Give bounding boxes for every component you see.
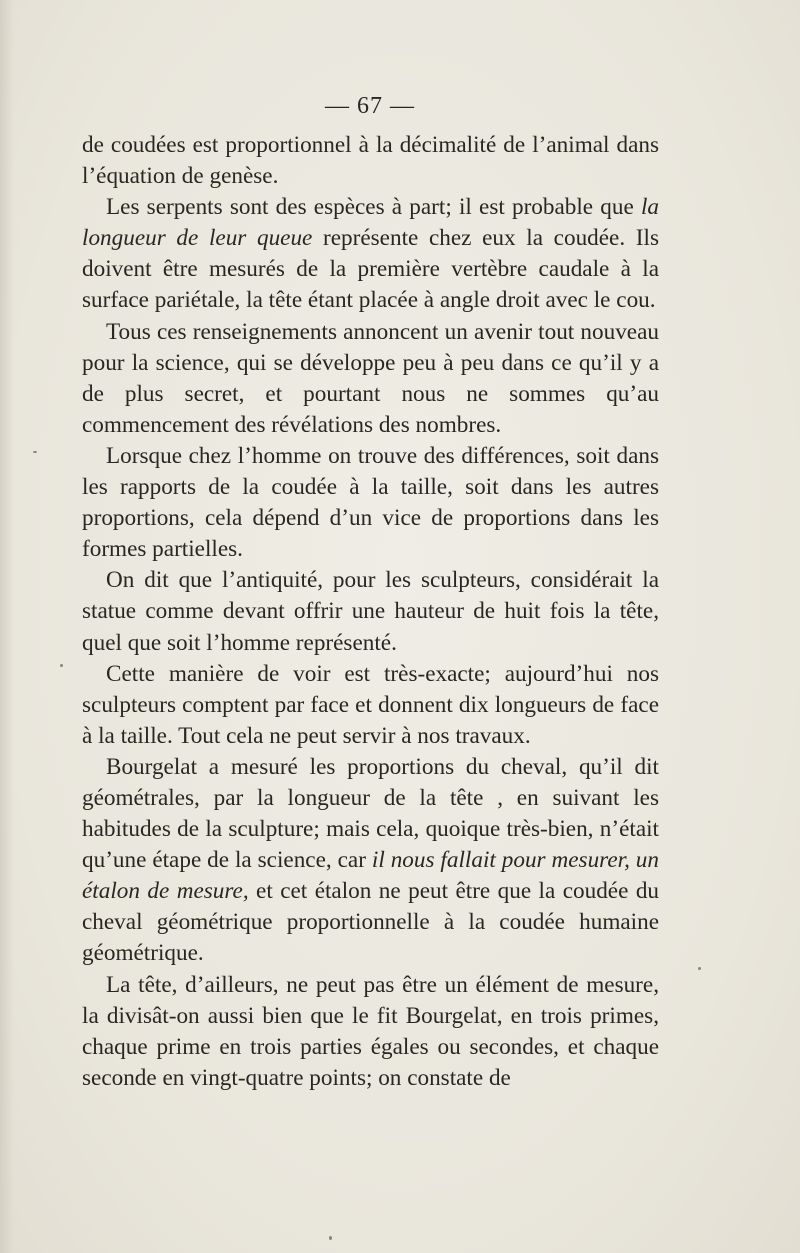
italic-text: il nous fallait pour mesurer, un étalon de mesure, [82,847,659,905]
paragraph [82,752,659,970]
text-run: La tête, d’ailleurs, ne peut pas être un élément de mesure, la divisât-on aussi bien que le fit Bourgelat, en trois primes, chaque prime en trois parties égales ou secondes, et chaque seconde en vingt-quatre points; on constate de [82,971,659,1091]
paragraph [82,565,659,658]
page-edge-shadow [0,0,14,1253]
margin-speck [60,664,63,667]
paragraph [82,441,659,565]
text-run: représente chez eux la coudée. Ils doivent être mesurés de la première vertèbre caudale à la surface pariétale, la tête étant placée à angle droit avec le cou. [82,225,659,314]
text-run: Tous ces renseignements annoncent un avenir tout nouveau pour la science, qui se développe peu à peu dans ce qu’il y a de plus secret, et pourtant nous ne sommes qu’au commencement des révélations des nombres. [82,318,659,438]
paragraph [82,970,659,1094]
body-text [82,130,659,1094]
text-run: Bourgelat a mesuré les proportions du cheval, qu’il dit géométrales, par la longueur de la tête , en suivant les habitudes de la sculpture; mais cela, quoique très-bien, n’était qu’une étape de la science, car [82,753,659,874]
paragraph [82,317,659,441]
paragraph [82,130,659,192]
text-run: On dit que l’antiquité, pour les sculpteurs, considérait la statue comme devant offrir une hauteur de huit fois la tête, quel que soit l’homme représenté. [82,567,659,656]
text-run: de coudées est proportionnel à la décimalité de l’animal dans l’équation de genèse. [82,132,659,190]
italic-text: la longueur de leur queue [82,194,659,252]
margin-speck [33,451,37,453]
paragraph [82,192,659,316]
text-run: Lorsque chez l’homme on trouve des différences, soit dans les rapports de la coudée à la taille, soit dans les autres proportions, cela dépend d’un vice de proportions dans les formes partielles. [82,442,659,563]
paragraph [82,659,659,752]
text-run: Les serpents sont des espèces à part; il est probable que [106,194,641,221]
text-run: Cette manière de voir est très-exacte; aujourd’hui nos sculpteurs comptent par face et donnent dix longueurs de face à la taille. Tout cela ne peut servir à nos travaux. [82,660,659,749]
margin-speck [329,1236,332,1240]
text-run: et cet étalon ne peut être que la coudée du cheval géométrique proportionnelle à la coudée humaine géométrique. [82,878,660,967]
margin-speck [698,967,701,970]
page-number: — 67 — [325,93,415,119]
